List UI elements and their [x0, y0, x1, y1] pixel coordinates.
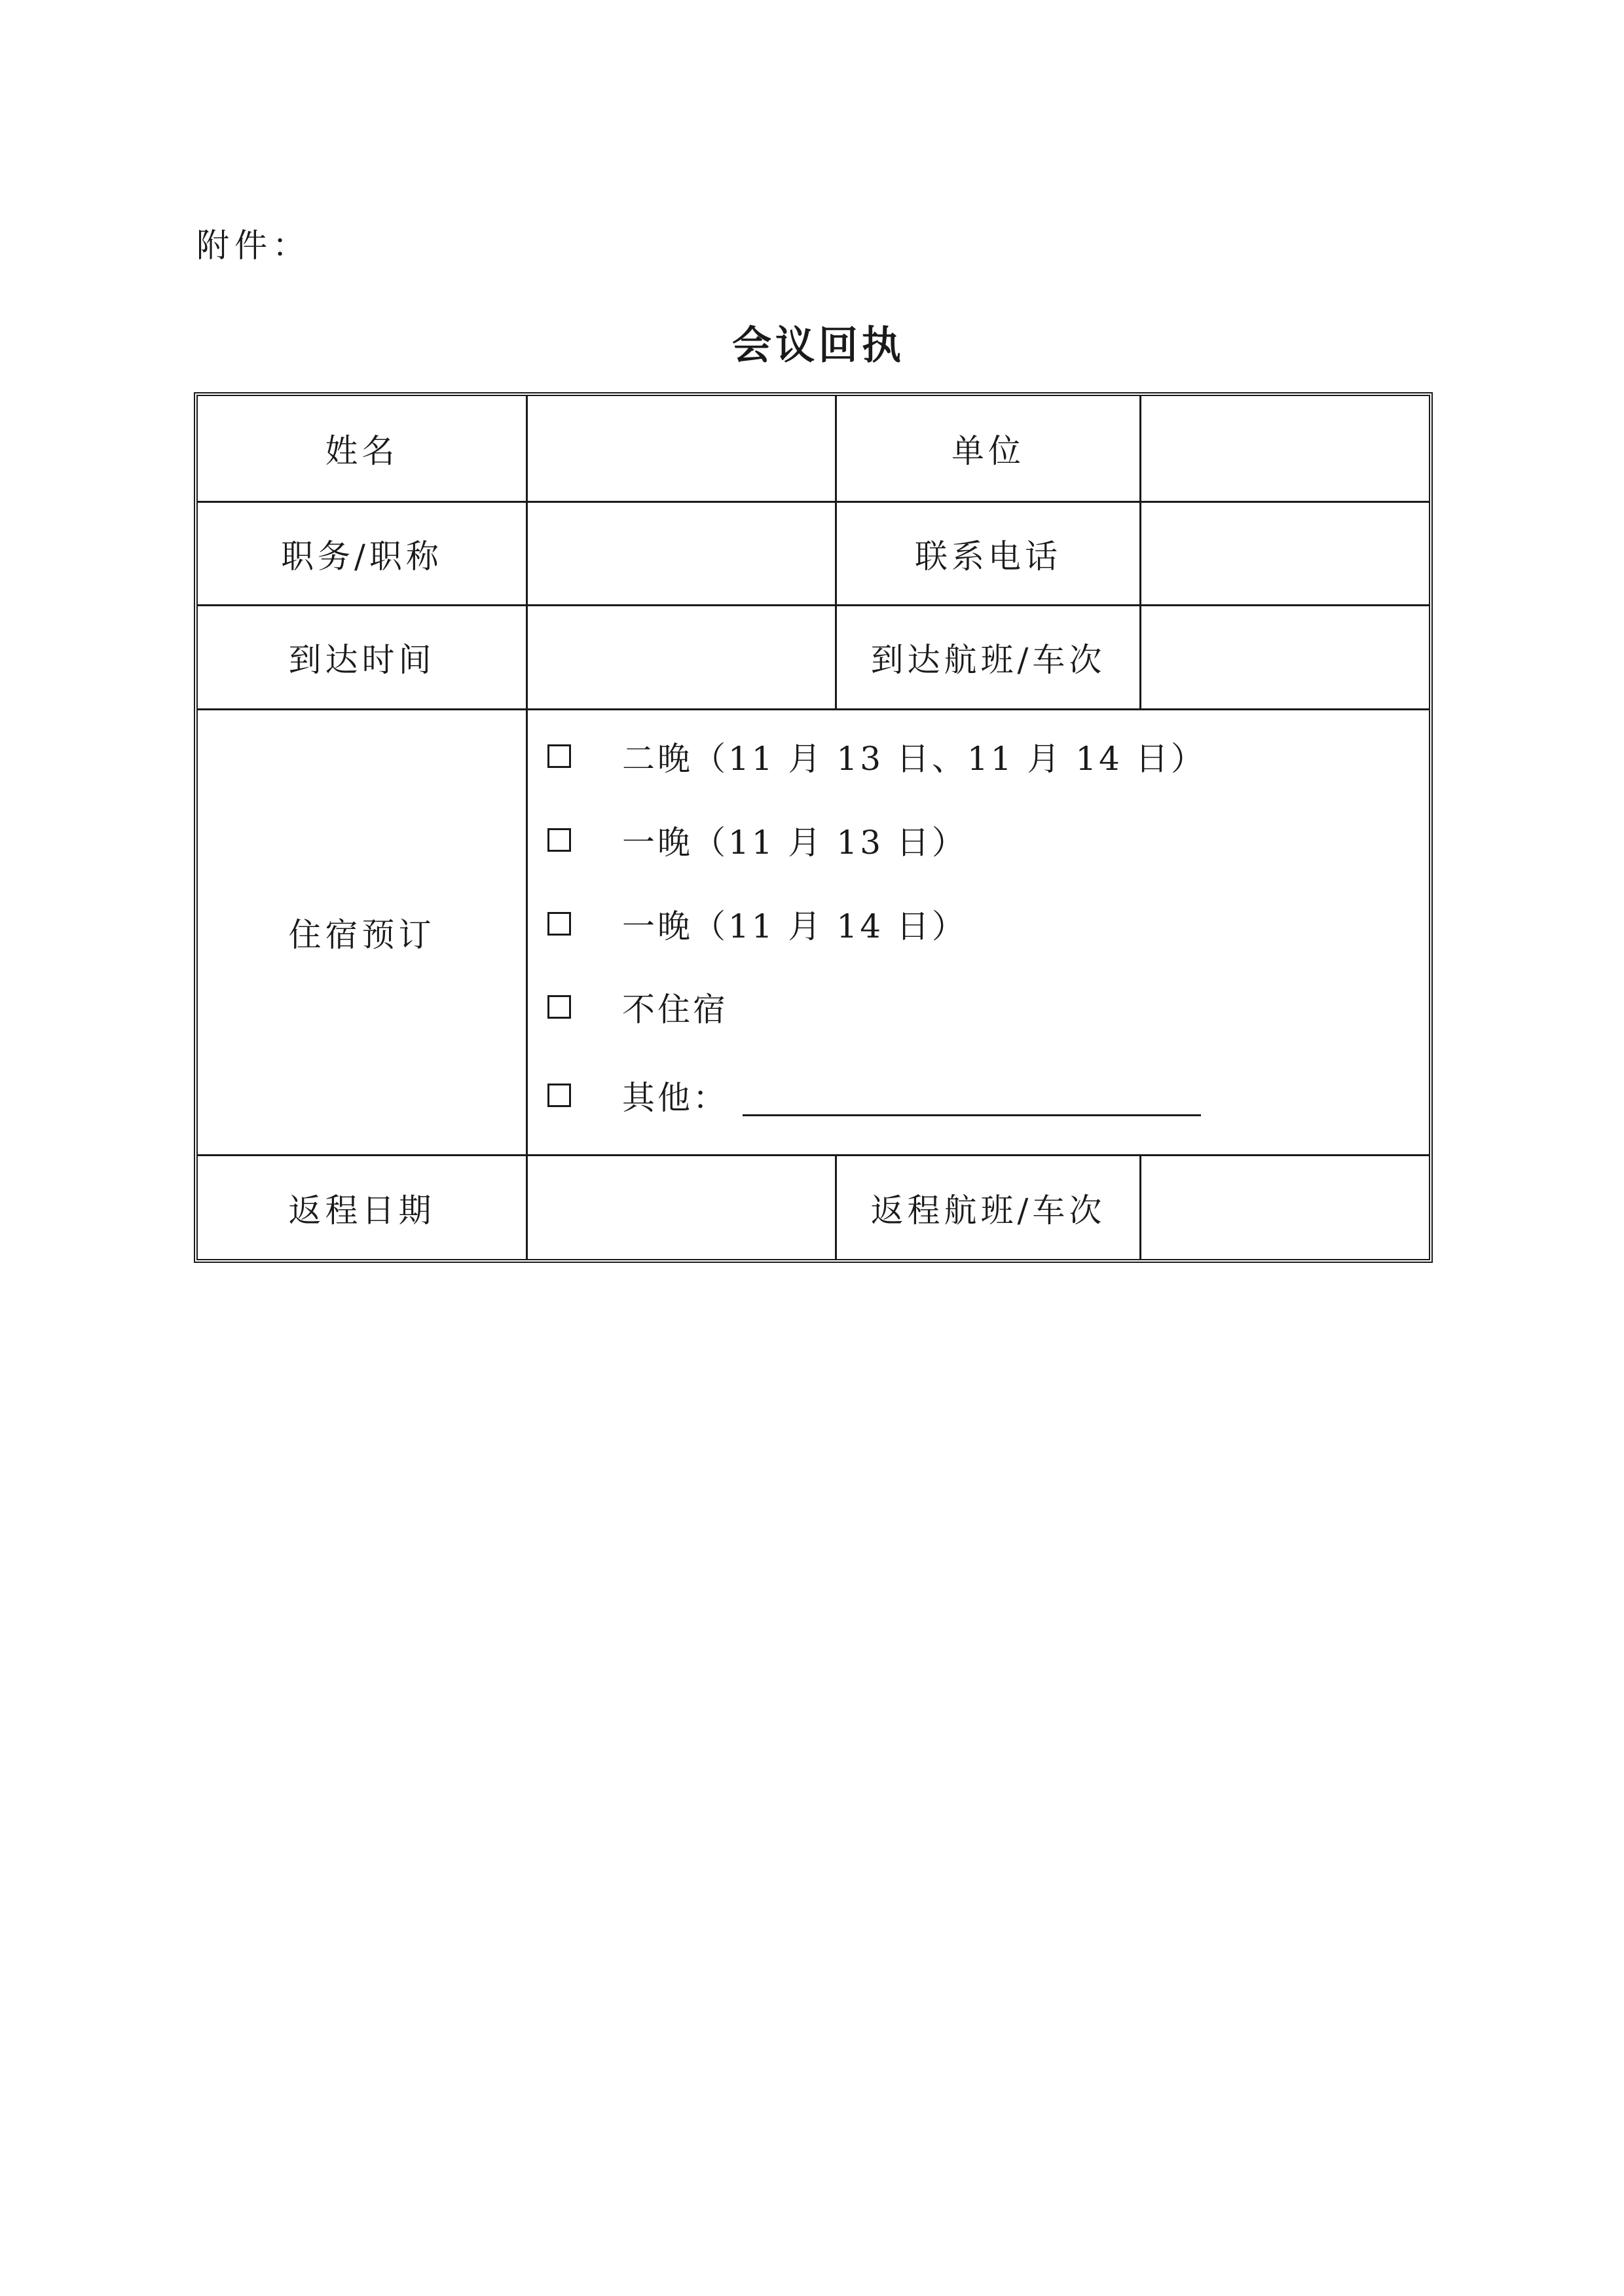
label-accommodation: 住宿预订	[288, 916, 435, 954]
option-label: 一晚（11 月 14 日）	[622, 907, 967, 945]
label-return-flight-train: 返程航班/车次	[870, 1191, 1106, 1230]
other-fill-in-line[interactable]	[743, 1114, 1201, 1116]
field-return-date[interactable]	[528, 1156, 835, 1259]
option-other[interactable]	[547, 1072, 1201, 1118]
option-label: 其他：	[622, 1079, 728, 1117]
option-one-night-14[interactable]	[547, 901, 967, 947]
checkbox-icon[interactable]	[547, 995, 571, 1019]
label-arrival-time: 到达时间	[288, 641, 435, 679]
field-arrival-time[interactable]	[528, 606, 835, 708]
label-contact-phone: 联系电话	[915, 537, 1061, 575]
option-label: 二晚（11 月 13 日、11 月 14 日）	[622, 740, 1206, 778]
label-organization: 单位	[951, 432, 1025, 470]
option-no-accommodation[interactable]	[547, 984, 728, 1030]
field-return-flight-train[interactable]	[1141, 1156, 1429, 1259]
label-arrival-flight-train: 到达航班/车次	[870, 641, 1106, 679]
checkbox-icon[interactable]	[547, 828, 571, 852]
field-name[interactable]	[528, 396, 835, 501]
field-arrival-flight-train[interactable]	[1141, 606, 1429, 708]
label-position-title: 职务/职称	[281, 537, 443, 575]
checkbox-icon[interactable]	[547, 744, 571, 768]
field-organization[interactable]	[1141, 396, 1429, 501]
checkbox-icon[interactable]	[547, 1084, 571, 1107]
label-return-date: 返程日期	[288, 1191, 435, 1230]
page-title: 会议回执	[732, 323, 905, 369]
field-position-title[interactable]	[528, 503, 835, 604]
label-name: 姓名	[325, 432, 399, 470]
option-label: 不住宿	[622, 991, 728, 1029]
option-one-night-13[interactable]	[547, 817, 967, 863]
attachment-label: 附件：	[196, 227, 310, 264]
field-contact-phone[interactable]	[1141, 503, 1429, 604]
option-two-nights[interactable]	[547, 733, 1206, 779]
checkbox-icon[interactable]	[547, 912, 571, 936]
option-label: 一晚（11 月 13 日）	[622, 824, 967, 862]
